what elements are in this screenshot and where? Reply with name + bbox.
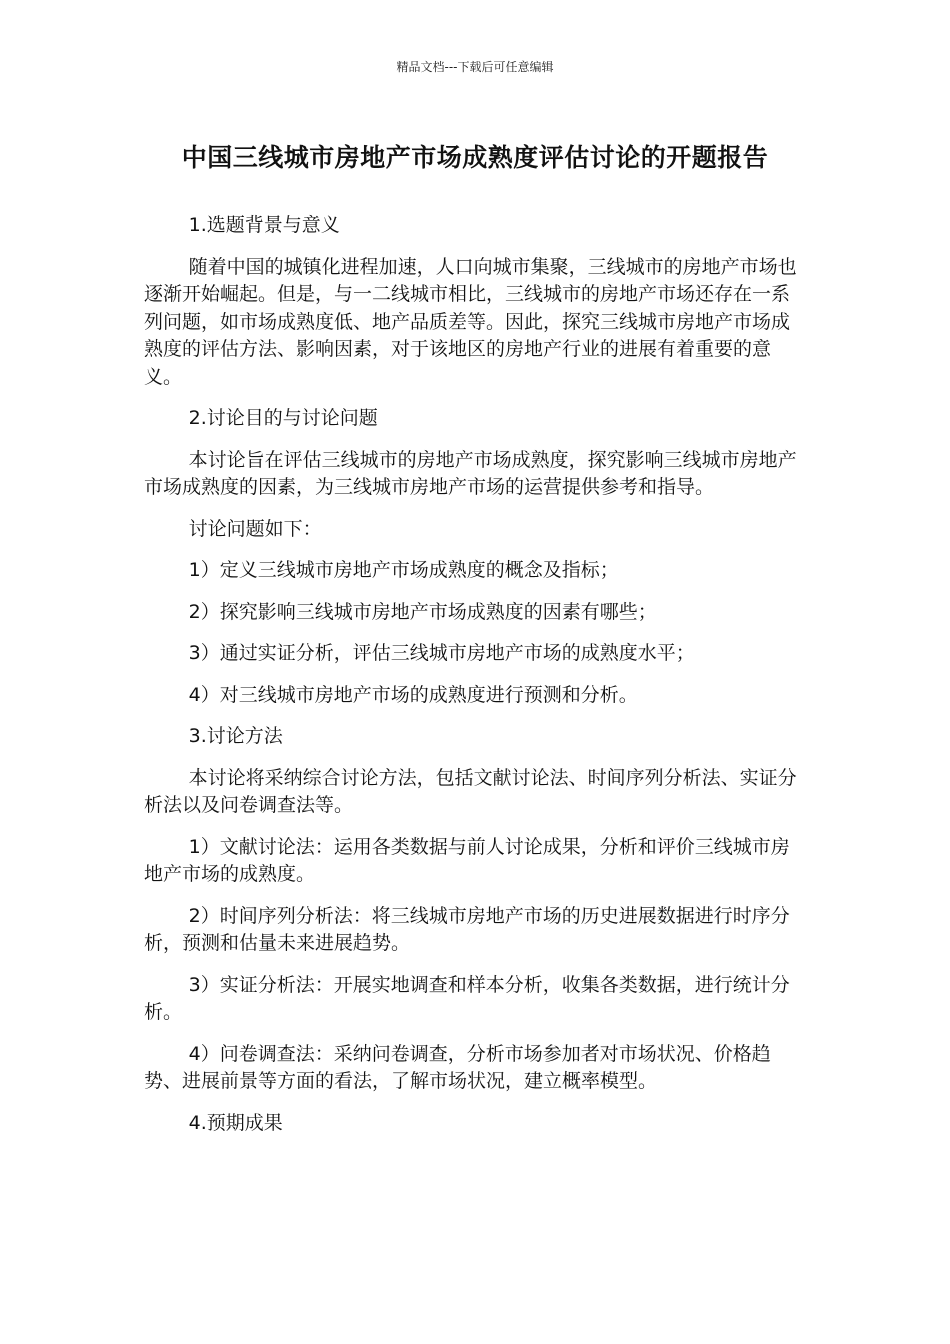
paragraph-methods: 本讨论将采纳综合讨论方法，包括文献讨论法、时间序列分析法、实证分析法以及问卷调查法等。 <box>144 766 797 816</box>
list-item-question-4: 4）对三线城市房地产市场的成熟度进行预测和分析。 <box>188 683 638 706</box>
paragraph-questions-intro: 讨论问题如下： <box>188 517 322 540</box>
list-item-method-3: 3）实证分析法：开展实地调查和样本分析，收集各类数据，进行统计分析。 <box>144 973 790 1023</box>
section-heading-background: 1.选题背景与意义 <box>188 214 340 236</box>
document-title: 中国三线城市房地产市场成熟度评估讨论的开题报告 <box>181 143 769 172</box>
list-item-method-2: 2）时间序列分析法：将三线城市房地产市场的历史进展数据进行时序分析，预测和估量未来进展趋势。 <box>144 904 790 954</box>
list-item-question-2: 2）探究影响三线城市房地产市场成熟度的因素有哪些； <box>188 600 657 623</box>
section-heading-objectives: 2.讨论目的与讨论问题 <box>188 407 378 429</box>
list-item-method-1: 1）文献讨论法：运用各类数据与前人讨论成果，分析和评价三线城市房地产市场的成熟度。 <box>144 835 790 885</box>
list-item-question-3: 3）通过实证分析，评估三线城市房地产市场的成熟度水平； <box>188 642 695 664</box>
paragraph-background: 随着中国的城镇化进程加速，人口向城市集聚，三线城市的房地产市场也逐渐开始崛起。但是，与一二线城市相比，三线城市的房地产市场还存在一系列问题，如市场成熟度低、地产品质差等。因此，探究三线城市房地产市场成熟度的评估方法、影响因素，对于该地区的房地产行业的进展有着重要的意义。 <box>144 255 797 388</box>
document-body <box>144 212 806 1151</box>
section-heading-expected-results: 4.预期成果 <box>188 1111 283 1134</box>
page-header: 精品文档---下载后可任意编辑 <box>396 60 554 74</box>
list-item-question-1: 1）定义三线城市房地产市场成熟度的概念及指标； <box>188 559 619 581</box>
paragraph-objectives: 本讨论旨在评估三线城市的房地产市场成熟度，探究影响三线城市房地产市场成熟度的因素，为三线城市房地产市场的运营提供参考和指导。 <box>144 448 797 498</box>
list-item-method-4: 4）问卷调查法：采纳问卷调查，分析市场参加者对市场状况、价格趋势、进展前景等方面的看法，了解市场状况，建立概率模型。 <box>144 1042 771 1092</box>
section-heading-methods: 3.讨论方法 <box>188 725 283 747</box>
